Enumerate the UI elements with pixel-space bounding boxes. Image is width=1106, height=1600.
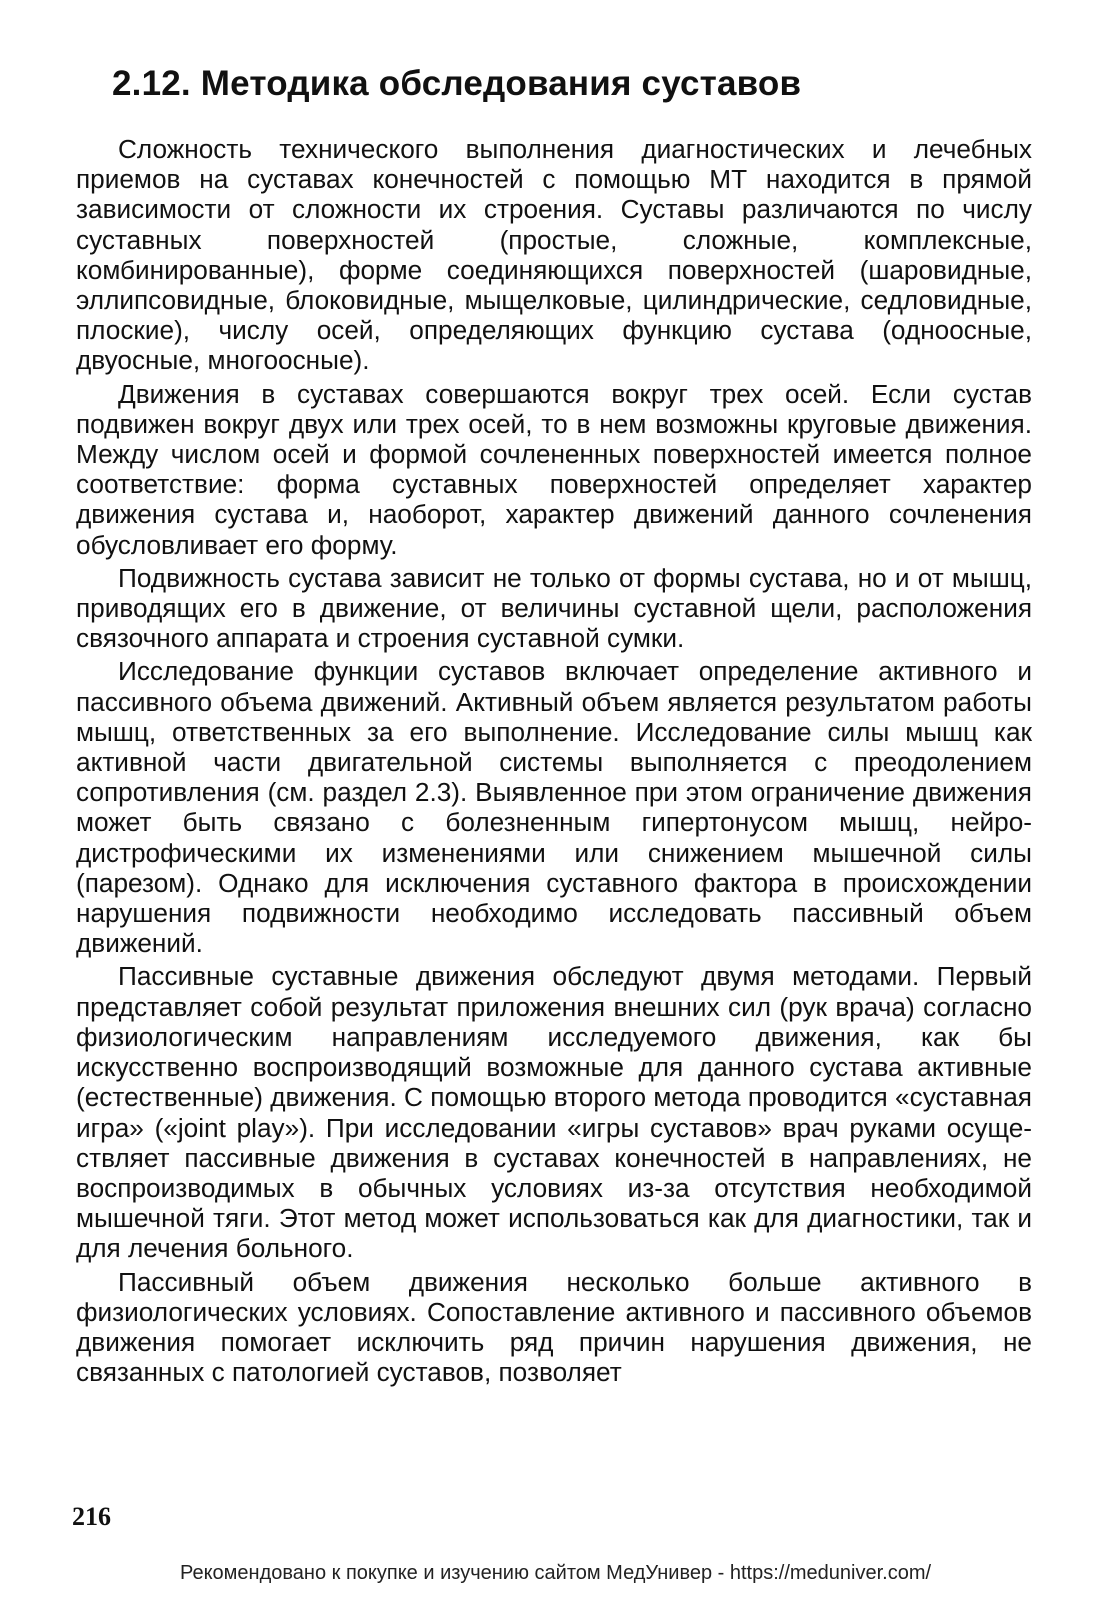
paragraph-1: Сложность технического выполнения диагностических и лечебных приемов на суставах конечностей с помощью МТ находится в прямой зависимости от сложности их строения. Суставы различаются по числу суставных поверхностей (простые, сложные, комплексные, комбинированные), форме соединяющихся поверхностей (шаровидные, эллипсовидные, блоковидные, мыщелковые, цилиндрические, седловидные, плоские), числу осей, определяющих функцию сустава (одноосные, двуосные, многоосные). (76, 134, 1032, 376)
page-number: 216 (72, 1502, 111, 1531)
body-text (76, 134, 1032, 1390)
section-heading: 2.12. Методика обследования суставов (112, 64, 802, 103)
paragraph-5: Пассивные суставные движения обследуют двумя методами. Первый представляет собой результат приложения внешних сил (рук врача) согласно физиологическим направлениям исследуемого движения, как бы искусственно воспроизводящий возможные для данного сустава активные (естественные) движения. С помощью второго метода проводится «суставная игра» («joint play»). При исследовании «игры суставов» врач руками осуществляет пассивные движения в суставах конечностей в направлениях, не воспроизводимых в обычных условиях из-за отсутствия необходимой мышечной тяги. Этот метод может использоваться как для диагностики, так и для лечения больного. (76, 961, 1032, 1264)
paragraph-4: Исследование функции суставов включает определение активного и пассивного объема движений. Активный объем является результатом работы мышц, ответственных за его выполнение. Исследование силы мышц как активной части двигательной системы выполняется с преодолением сопротивления (см. раздел 2.3). Выявленное при этом ограничение движения может быть связано с болезненным гипертонусом мышц, нейродистрофическими их изменениями или снижением мышечной силы (парезом). Однако для исключения суставного фактора в происхождении нарушения подвижности необходимо исследовать пассивный объем движений. (76, 656, 1032, 959)
paragraph-6: Пассивный объем движения несколько больше активного в физиологических условиях. Сопоставление активного и пассивного объемов движения помогает исключить ряд причин нарушения движения, не связанных с патологией суставов, позволяет (76, 1266, 1032, 1388)
footer-watermark-text: Рекомендовано к покупке и изучению сайтом МедУнивер - https://meduniver.com/ (180, 1562, 932, 1584)
paragraph-3: Подвижность сустава зависит не только от формы сустава, но и от мышц, приводящих его в движение, от величины суставной щели, расположения связочного аппарата и строения суставной сумки. (76, 562, 1032, 654)
paragraph-2: Движения в суставах совершаются вокруг трех осей. Если сустав подвижен вокруг двух или трех осей, то в нем возможны круговые движения. Между числом осей и формой сочлененных поверхностей имеется полное соответствие: форма суставных поверхностей определяет характер движения сустава и, наоборот, характер движений данного сочленения обусловливает его форму. (76, 378, 1032, 560)
